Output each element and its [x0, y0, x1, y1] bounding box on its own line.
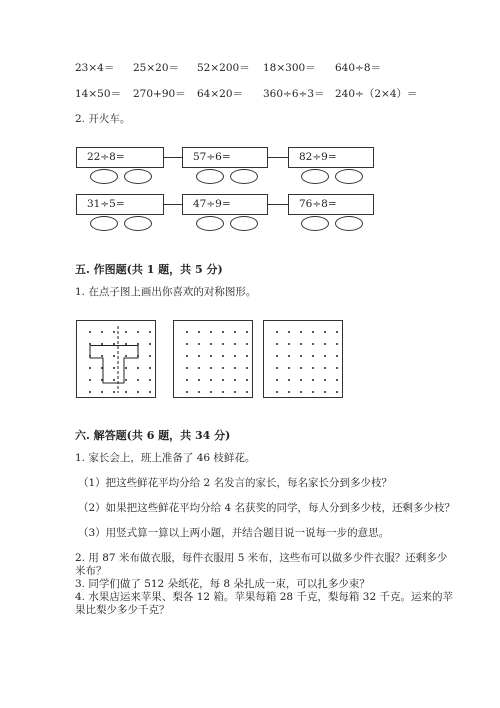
train-wheel: [335, 169, 363, 184]
grid-dot: [186, 379, 188, 381]
grid-dot: [137, 391, 139, 393]
grid-dot: [101, 355, 103, 357]
grid-dot: [186, 331, 188, 333]
grid-dot: [101, 331, 103, 333]
train-car: 57÷6=: [182, 147, 268, 168]
grid-dot: [246, 343, 248, 345]
dot-grid: [173, 320, 253, 398]
grid-dot: [312, 367, 314, 369]
grid-dot: [198, 355, 200, 357]
section-title: 六. 解答题(共 6 题，共 34 分): [75, 429, 231, 442]
grid-dot: [113, 331, 115, 333]
grid-dot: [276, 367, 278, 369]
grid-dot: [101, 391, 103, 393]
grid-dot: [288, 331, 290, 333]
section-title: 五. 作图题(共 1 题，共 5 分): [75, 263, 223, 276]
grid-dot: [234, 379, 236, 381]
grid-dot: [137, 331, 139, 333]
calc-item: 270+90＝: [133, 88, 186, 100]
grid-dot: [312, 331, 314, 333]
grid-dot: [137, 343, 139, 345]
question-text: 米布？: [75, 565, 107, 577]
grid-dot: [186, 343, 188, 345]
grid-dot: [246, 355, 248, 357]
train-wheel: [230, 169, 258, 184]
grid-dot: [324, 391, 326, 393]
grid-dot: [210, 379, 212, 381]
grid-dot: [276, 391, 278, 393]
grid-dot: [198, 343, 200, 345]
grid-dot: [300, 343, 302, 345]
calc-item: 64×20＝: [197, 88, 244, 100]
train-wheel: [196, 216, 224, 231]
grid-dot: [149, 343, 151, 345]
grid-dot: [210, 391, 212, 393]
grid-dot: [222, 355, 224, 357]
grid-dot: [246, 367, 248, 369]
question-text: 4. 水果店运来苹果、梨各 12 箱。苹果每箱 28 千克，梨每箱 32 千克。运来的苹: [75, 591, 453, 603]
calc-item: 240÷（2×4）＝: [335, 88, 418, 100]
grid-dot: [288, 343, 290, 345]
grid-dot: [234, 331, 236, 333]
calc-item: 25×20＝: [133, 62, 180, 74]
grid-dot: [312, 379, 314, 381]
grid-dot: [300, 379, 302, 381]
question-text: 果比梨少多少千克？: [75, 604, 170, 616]
grid-dot: [125, 355, 127, 357]
grid-dot: [89, 355, 91, 357]
sub-question: （1）把这些鲜花平均分给 2 名发言的家长，每名家长分到多少枝？: [78, 477, 393, 489]
train-car: 76÷8=: [288, 194, 374, 215]
grid-dot: [137, 355, 139, 357]
train-wheel: [90, 169, 118, 184]
grid-dot: [246, 379, 248, 381]
grid-dot: [324, 355, 326, 357]
grid-dot: [210, 355, 212, 357]
grid-dot: [222, 343, 224, 345]
calc-item: 14×50＝: [75, 88, 122, 100]
grid-dot: [288, 355, 290, 357]
question-text: 1. 在点子图上画出你喜欢的对称图形。: [75, 286, 257, 298]
train-car: 31÷5=: [76, 194, 164, 215]
grid-dot: [198, 367, 200, 369]
grid-dot: [198, 391, 200, 393]
train-car: 47÷9=: [182, 194, 268, 215]
grid-dot: [101, 367, 103, 369]
question-text: 1. 家长会上，班上准备了 46 枝鲜花。: [75, 452, 256, 464]
grid-dot: [336, 343, 338, 345]
grid-dot: [113, 355, 115, 357]
grid-dot: [222, 391, 224, 393]
grid-dot: [149, 331, 151, 333]
grid-dot: [300, 367, 302, 369]
grid-dot: [89, 343, 91, 345]
grid-dot: [276, 379, 278, 381]
sub-question: （3）用竖式算一算以上两小题，并结合题目说一说每一步的意思。: [78, 527, 390, 539]
grid-dot: [198, 379, 200, 381]
dot-grid: [76, 320, 156, 398]
train-wheel: [196, 169, 224, 184]
grid-dot: [113, 379, 115, 381]
grid-dot: [312, 391, 314, 393]
grid-dot: [288, 379, 290, 381]
grid-dot: [149, 391, 151, 393]
grid-dot: [300, 331, 302, 333]
dot-grid: [263, 320, 343, 398]
grid-dot: [149, 367, 151, 369]
grid-dot: [222, 379, 224, 381]
grid-dot: [89, 379, 91, 381]
grid-dot: [312, 355, 314, 357]
train-wheel: [230, 216, 258, 231]
grid-dot: [336, 331, 338, 333]
question-text: 3. 同学们做了 512 朵纸花，每 8 朵扎成一束，可以扎多少束？: [75, 578, 370, 590]
grid-dot: [300, 391, 302, 393]
calc-item: 360÷6÷3＝: [263, 88, 325, 100]
grid-dot: [246, 391, 248, 393]
grid-dot: [186, 355, 188, 357]
grid-dot: [336, 367, 338, 369]
grid-dot: [336, 355, 338, 357]
grid-dot: [186, 391, 188, 393]
grid-dot: [125, 367, 127, 369]
grid-dot: [89, 367, 91, 369]
grid-dot: [113, 367, 115, 369]
question-text: 2. 用 87 米布做衣服，每件衣服用 5 米布，这些布可以做多少件衣服？还剩多少: [75, 552, 448, 564]
grid-dot: [300, 355, 302, 357]
grid-dot: [324, 379, 326, 381]
train-wheel: [301, 169, 329, 184]
grid-dot: [288, 391, 290, 393]
grid-dot: [113, 343, 115, 345]
train-wheel: [124, 169, 152, 184]
grid-dot: [137, 379, 139, 381]
grid-dot: [336, 391, 338, 393]
train-car: 22÷8=: [76, 147, 164, 168]
grid-dot: [276, 331, 278, 333]
grid-dot: [210, 331, 212, 333]
train-wheel: [90, 216, 118, 231]
grid-dot: [288, 367, 290, 369]
question-title: 2. 开火车。: [75, 113, 131, 125]
calc-item: 23×4＝: [75, 62, 115, 74]
grid-dot: [246, 331, 248, 333]
calc-item: 52×200＝: [197, 62, 250, 74]
grid-dot: [125, 379, 127, 381]
calc-item: 640÷8＝: [335, 62, 382, 74]
grid-dot: [234, 391, 236, 393]
grid-dot: [222, 331, 224, 333]
grid-dot: [101, 343, 103, 345]
grid-dot: [210, 343, 212, 345]
grid-dot: [89, 331, 91, 333]
grid-dot: [186, 367, 188, 369]
grid-dot: [234, 343, 236, 345]
grid-dot: [210, 367, 212, 369]
calc-item: 18×300＝: [263, 62, 316, 74]
grid-dot: [234, 367, 236, 369]
grid-dot: [198, 331, 200, 333]
grid-dot: [149, 379, 151, 381]
train-car: 82÷9=: [288, 147, 374, 168]
grid-dot: [125, 391, 127, 393]
grid-dot: [324, 331, 326, 333]
grid-dot: [324, 367, 326, 369]
sub-question: （2）如果把这些鲜花平均分给 4 名获奖的同学，每人分到多少枝，还剩多少枝？: [78, 502, 456, 514]
grid-dot: [312, 343, 314, 345]
grid-dot: [89, 391, 91, 393]
grid-dot: [149, 355, 151, 357]
grid-dot: [276, 343, 278, 345]
grid-dot: [101, 379, 103, 381]
grid-dot: [125, 343, 127, 345]
train-wheel: [335, 216, 363, 231]
grid-dot: [222, 367, 224, 369]
train-wheel: [301, 216, 329, 231]
grid-dot: [113, 391, 115, 393]
grid-dot: [324, 343, 326, 345]
train-wheel: [124, 216, 152, 231]
grid-dot: [234, 355, 236, 357]
grid-dot: [336, 379, 338, 381]
grid-dot: [125, 331, 127, 333]
grid-dot: [276, 355, 278, 357]
grid-dot: [137, 367, 139, 369]
